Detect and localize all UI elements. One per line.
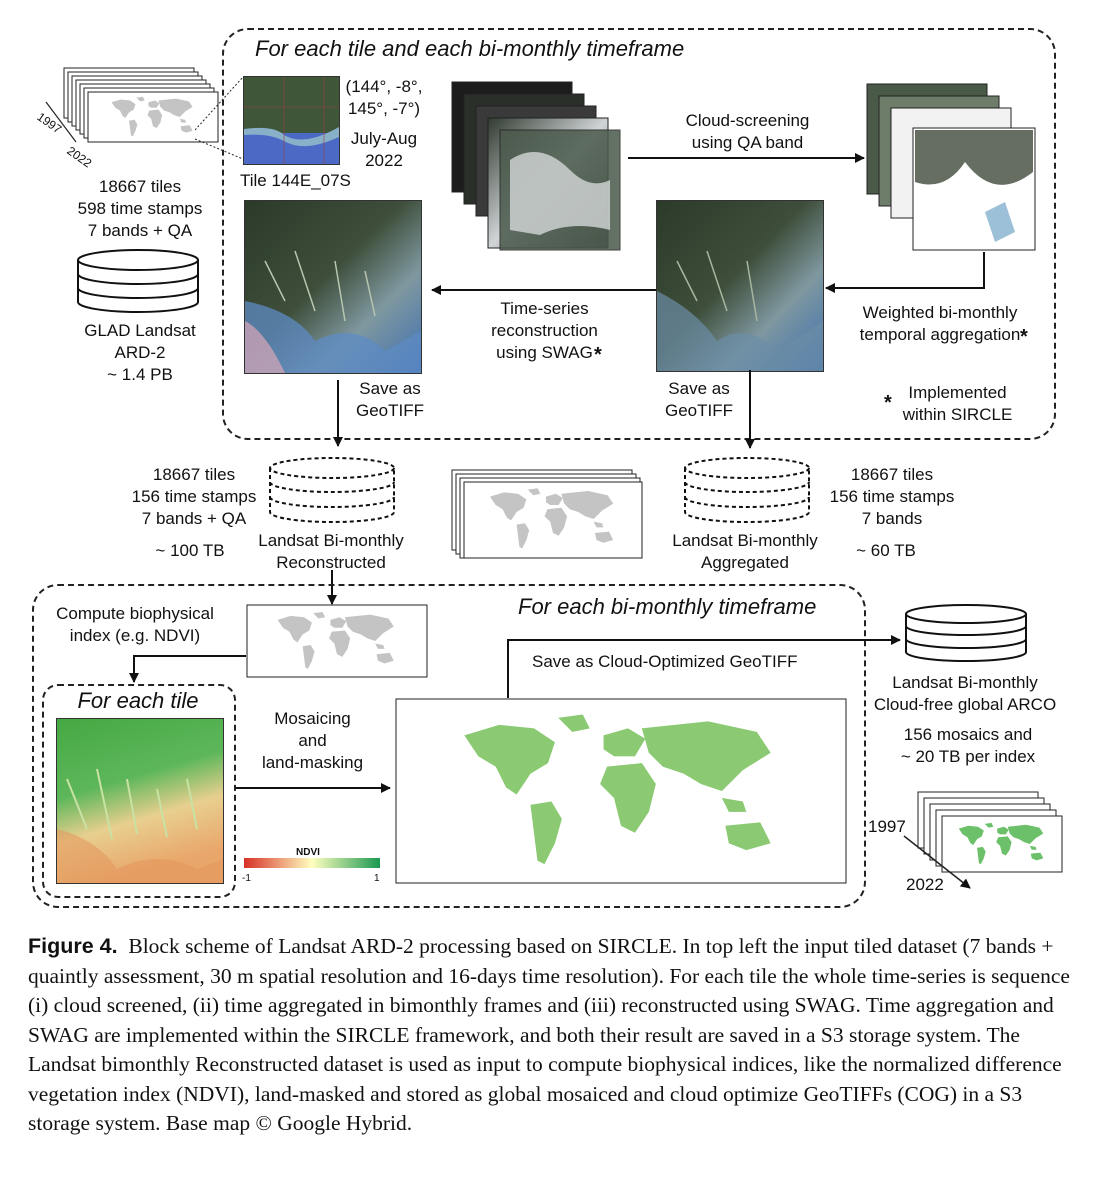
save-cog-label: Save as Cloud-Optimized GeoTIFF xyxy=(532,652,798,671)
tile-thumbnail xyxy=(243,76,340,165)
save-cog-arrow xyxy=(500,630,906,700)
top-box-title: For each tile and each bi-monthly timeframe xyxy=(255,36,685,61)
output-year-end: 2022 xyxy=(906,875,944,894)
aggregation-arrow xyxy=(822,250,992,300)
aggregation-label: Weighted bi-monthly temporal aggregation xyxy=(859,303,1021,344)
output-mosaic-stack xyxy=(870,788,1070,898)
mosaic-label: Mosaicing and land-masking xyxy=(261,709,364,772)
cloud-screening-arrow xyxy=(628,150,868,170)
ndvi-legend-max: 1 xyxy=(374,873,380,884)
aggregation-asterisk: * xyxy=(1020,326,1028,348)
per-tile-title: For each tile xyxy=(77,688,199,713)
output-database-icon xyxy=(904,604,1028,664)
reconstructed-image xyxy=(244,200,422,374)
input-stats: 18667 tiles 598 time stamps 7 bands + QA xyxy=(77,177,203,240)
index-world-map xyxy=(246,604,428,678)
aggregated-stats: 18667 tiles 156 time stamps 7 bands xyxy=(829,465,955,528)
bottom-box-title: For each bi-monthly timeframe xyxy=(518,594,817,619)
aggregated-image xyxy=(656,200,824,372)
ndvi-legend-bar xyxy=(244,858,384,870)
tile-coords: (144°, -8°, 145°, -7°) xyxy=(345,77,423,118)
save-arrow-right xyxy=(740,370,760,452)
index-to-tile-arrow xyxy=(120,652,250,688)
reconstructed-database-name: Landsat Bi-monthly Reconstructed xyxy=(258,531,404,572)
caption-label: Figure 4. xyxy=(28,934,118,958)
aggregated-database-icon xyxy=(683,456,811,524)
tile-map-stack xyxy=(446,466,646,562)
reconstruction-asterisk: * xyxy=(594,344,602,366)
figure-caption xyxy=(28,932,1074,1139)
masked-scenes-stack xyxy=(865,82,1045,254)
output-year-start: 1997 xyxy=(868,817,906,836)
save-geotiff-right: Save as GeoTIFF xyxy=(664,379,733,420)
raw-scenes-stack xyxy=(450,80,630,256)
ndvi-tile-image xyxy=(56,718,224,884)
reconstructed-stats: 18667 tiles 156 time stamps 7 bands + QA xyxy=(131,465,257,528)
aggregated-database-name: Landsat Bi-monthly Aggregated xyxy=(672,531,818,572)
input-database-icon xyxy=(76,248,200,314)
output-database-name: Landsat Bi-monthly Cloud-free global ARCO xyxy=(873,673,1057,714)
input-database-name: GLAD Landsat ARD-2 ~ 1.4 PB xyxy=(84,321,196,384)
mosaic-arrow xyxy=(234,780,394,800)
footnote-text: Implemented within SIRCLE xyxy=(902,383,1013,424)
input-year-end: 2022 xyxy=(64,143,95,171)
compute-index-label: Compute biophysical index (e.g. NDVI) xyxy=(56,604,214,645)
reconstructed-database-icon xyxy=(268,456,396,524)
ndvi-legend-title: NDVI xyxy=(296,847,320,858)
save-geotiff-left: Save as GeoTIFF xyxy=(355,379,424,420)
cloud-screening-label: Cloud-screening using QA band xyxy=(685,111,810,152)
tile-date: July-Aug 2022 xyxy=(350,129,418,170)
tile-name: Tile 144E_07S xyxy=(240,171,351,190)
ndvi-legend-min: -1 xyxy=(242,873,251,884)
output-stats: 156 mosaics and ~ 20 TB per index xyxy=(900,725,1036,766)
aggregated-size: ~ 60 TB xyxy=(856,541,916,560)
footnote-asterisk: * xyxy=(884,392,892,414)
input-year-start: 1997 xyxy=(34,109,65,137)
caption-text: Block scheme of Landsat ARD-2 processing based on SIRCLE. In top left the input tiled dataset (7 bands + quaintly assessment, 30 m spatial resolution and 16-days time resolution). For each tile the whole time-series is sequence (i) cloud screened, (ii) time aggregated in bimonthly frames and (iii) reconstructed using SWAG. Time aggregation and SWAG are implemented within the SIRCLE framework, and both their result are saved in a S3 storage system. The Landsat bimonthly Reconstructed dataset is used as input to compute biophysical indices, like the normalized difference vegetation index (NDVI), land-masked and stored as global mosaiced and cloud optimize GeoTIFFs (COG) in a S3 storage system. Base map © Google Hybrid. xyxy=(28,934,1070,1135)
reconstruction-label: Time-series reconstruction using SWAG xyxy=(491,299,598,362)
save-arrow-left xyxy=(328,380,348,450)
reconstructed-size: ~ 100 TB xyxy=(155,541,225,560)
global-ndvi-map xyxy=(395,698,847,884)
